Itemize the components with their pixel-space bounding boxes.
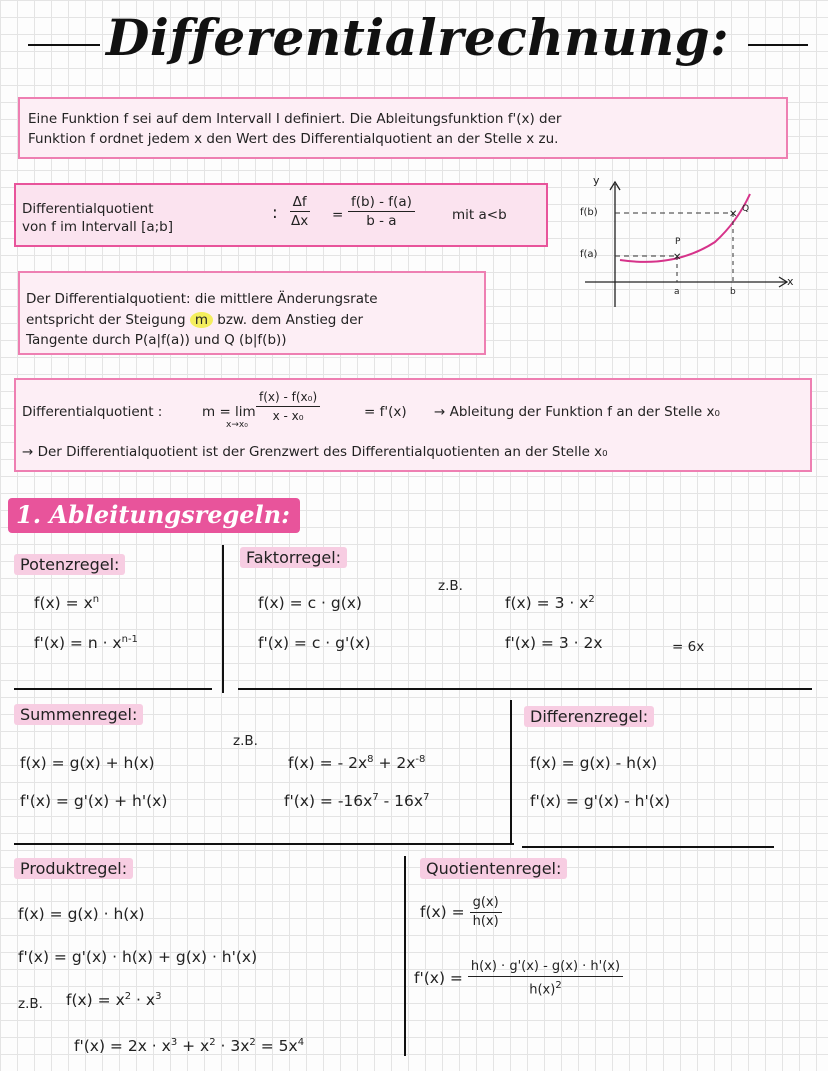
dq-fraction-values	[348, 193, 415, 230]
page-title: Differentialrechnung:	[106, 8, 730, 67]
produkt-example-fp-mid2: · 3x	[215, 1037, 250, 1056]
summen-example-fp2-exp: 7	[423, 792, 430, 803]
divider-h4	[522, 846, 774, 848]
graph-x-label: x	[787, 275, 794, 288]
divider-v1	[222, 545, 224, 693]
dq-delta-x: Δx	[291, 213, 309, 229]
potenz-f	[34, 594, 99, 612]
graph-b-tick: b	[730, 287, 736, 297]
quotient-fp-label: f'(x) =	[414, 969, 463, 988]
summenregel-label: Summenregel:	[14, 704, 143, 725]
dq-condition: mit a<b	[452, 207, 507, 223]
summen-fp: f'(x) = g'(x) + h'(x)	[20, 792, 168, 810]
title-rule-right	[748, 44, 808, 46]
potenz-f-base: f(x) = x	[34, 594, 93, 613]
dq-equals: =	[332, 207, 344, 223]
summen-example-fp2: - 16x	[383, 792, 424, 811]
faktor-zb: z.B.	[438, 578, 463, 594]
divider-v2	[510, 700, 512, 845]
dq-label-1: Differentialquotient	[22, 201, 154, 217]
intro-line-1: Eine Funktion f sei auf dem Intervall I definiert. Die Ableitungsfunktion f'(x) der	[28, 111, 562, 127]
limit-line-2: → Der Differentialquotient ist der Grenzwert des Differentialquotienten an der Stelle x₀	[22, 444, 608, 460]
produkt-example-f-base: f(x) = x	[66, 991, 125, 1010]
secant-graph	[565, 172, 800, 312]
intro-box	[18, 97, 788, 159]
summen-example-fp	[284, 792, 429, 810]
faktor-example-f	[505, 594, 595, 612]
summen-example-f2: + 2x	[378, 754, 416, 773]
graph-p-label: P	[675, 237, 681, 247]
produkt-example-fp-mid: + x	[177, 1037, 210, 1056]
dq-numerator: f(b) - f(a)	[348, 193, 415, 212]
produkt-example-fp	[74, 1037, 304, 1055]
meaning-line-1: Der Differentialquotient: die mittlere Änderungsrate	[26, 291, 378, 307]
point-q-mark: ✕	[729, 209, 738, 220]
graph-a-tick: a	[674, 287, 680, 297]
faktor-example-result: = 6x	[672, 639, 705, 655]
quotient-f-label: f(x) =	[420, 903, 465, 921]
title-rule-left	[28, 44, 100, 46]
faktor-example-f-base: f(x) = 3 · x	[505, 594, 589, 613]
difference-quotient-box	[14, 183, 548, 247]
quotient-f-fraction	[470, 894, 502, 931]
produkt-example-f-exp1: 2	[124, 991, 132, 1002]
function-curve	[620, 194, 750, 262]
produkt-example-fp-exp4: 4	[297, 1037, 305, 1048]
limit-box	[14, 378, 812, 472]
dq-label-2: von f im Intervall [a;b]	[22, 219, 173, 235]
limit-m-lim: m = lim	[202, 404, 256, 420]
potenz-f-exp: n	[92, 594, 100, 605]
produktregel-label: Produktregel:	[14, 858, 133, 879]
summen-example-fp1: f'(x) = -16x	[284, 792, 373, 811]
produkt-example-fp-result: = 5x	[255, 1037, 298, 1056]
faktorregel-label: Faktorregel:	[240, 547, 347, 568]
limit-arrow-text: → Ableitung der Funktion f an der Stelle x₀	[434, 404, 720, 420]
meaning-line-2a: entspricht der Steigung	[26, 312, 186, 328]
differenz-f: f(x) = g(x) - h(x)	[530, 754, 658, 772]
summen-zb: z.B.	[233, 733, 258, 749]
produkt-fp: f'(x) = g'(x) · h(x) + g(x) · h'(x)	[18, 948, 258, 966]
meaning-box	[18, 271, 486, 355]
differenzregel-label: Differenzregel:	[524, 706, 654, 727]
meaning-line-2b: bzw. dem Anstieg der	[217, 312, 364, 328]
produkt-example-f-mid: · x	[131, 991, 156, 1010]
dq-denominator: b - a	[366, 213, 397, 229]
produkt-example-fp-exp2: 2	[209, 1037, 216, 1048]
limit-label: Differentialquotient :	[22, 404, 163, 420]
limit-numerator: f(x) - f(x₀)	[256, 388, 320, 407]
divider-h3	[14, 843, 514, 845]
summen-example-fp1-exp: 7	[372, 792, 379, 803]
produkt-example-f	[66, 991, 161, 1009]
quotient-fp-den	[526, 977, 564, 999]
faktor-f: f(x) = c · g(x)	[258, 594, 362, 612]
potenz-fp	[34, 634, 138, 652]
graph-y-label: y	[593, 174, 600, 187]
dq-colon: :	[272, 203, 278, 223]
potenzregel-label: Potenzregel:	[14, 554, 125, 575]
dq-delta-f: Δf	[290, 193, 310, 212]
quotient-fp	[414, 958, 623, 999]
quotient-fp-den-exp: 2	[555, 980, 562, 991]
summen-example-f	[288, 754, 425, 772]
limit-result: = f'(x)	[364, 404, 407, 420]
quotientenregel-label: Quotientenregel:	[420, 858, 567, 879]
limit-fraction	[256, 388, 320, 425]
summen-example-f1: f(x) = - 2x	[288, 754, 368, 773]
quotient-fp-fraction	[468, 958, 623, 999]
slope-m-highlight: m	[190, 312, 213, 328]
graph-fa-label: f(a)	[580, 249, 598, 260]
divider-v3	[404, 856, 406, 1056]
quotient-fp-den-base: h(x)	[529, 982, 556, 998]
potenz-fp-exp: n-1	[121, 634, 138, 645]
section-heading: 1. Ableitungsregeln:	[8, 498, 300, 533]
quotient-f-den: h(x)	[472, 914, 499, 929]
produkt-f: f(x) = g(x) · h(x)	[18, 905, 145, 923]
graph-fb-label: f(b)	[580, 207, 598, 218]
limit-subscript: x→x₀	[226, 420, 248, 430]
point-p-mark: ✕	[673, 252, 682, 263]
faktor-example-fp: f'(x) = 3 · 2x	[505, 634, 603, 652]
produkt-example-fp-exp3: 2	[249, 1037, 256, 1048]
faktor-example-f-exp: 2	[588, 594, 595, 605]
produkt-example-f-exp2: 3	[155, 991, 162, 1002]
quotient-fp-num: h(x) · g'(x) - g(x) · h'(x)	[468, 958, 623, 977]
produkt-example-fp-exp1: 3	[170, 1037, 178, 1048]
summen-example-f2-exp: -8	[415, 754, 426, 765]
limit-denominator: x - x₀	[272, 409, 304, 423]
quotient-f	[420, 894, 502, 931]
differenz-fp: f'(x) = g'(x) - h'(x)	[530, 792, 670, 810]
summen-example-f1-exp: 8	[367, 754, 374, 765]
dq-fraction-delta	[288, 193, 311, 230]
intro-line-2: Funktion f ordnet jedem x den Wert des Differentialquotient an der Stelle x zu.	[28, 131, 559, 147]
meaning-line-3: Tangente durch P(a|f(a)) und Q (b|f(b))	[26, 332, 287, 348]
summen-f: f(x) = g(x) + h(x)	[20, 754, 155, 772]
divider-h1	[14, 688, 212, 690]
produkt-example-fp-base: f'(x) = 2x · x	[74, 1037, 171, 1056]
faktor-fp: f'(x) = c · g'(x)	[258, 634, 371, 652]
produkt-zb: z.B.	[18, 996, 43, 1012]
quotient-f-num: g(x)	[470, 894, 502, 913]
divider-h2	[238, 688, 812, 690]
graph-q-label: Q	[742, 204, 750, 214]
meaning-line-2	[26, 310, 363, 330]
potenz-fp-base: f'(x) = n · x	[34, 634, 122, 653]
